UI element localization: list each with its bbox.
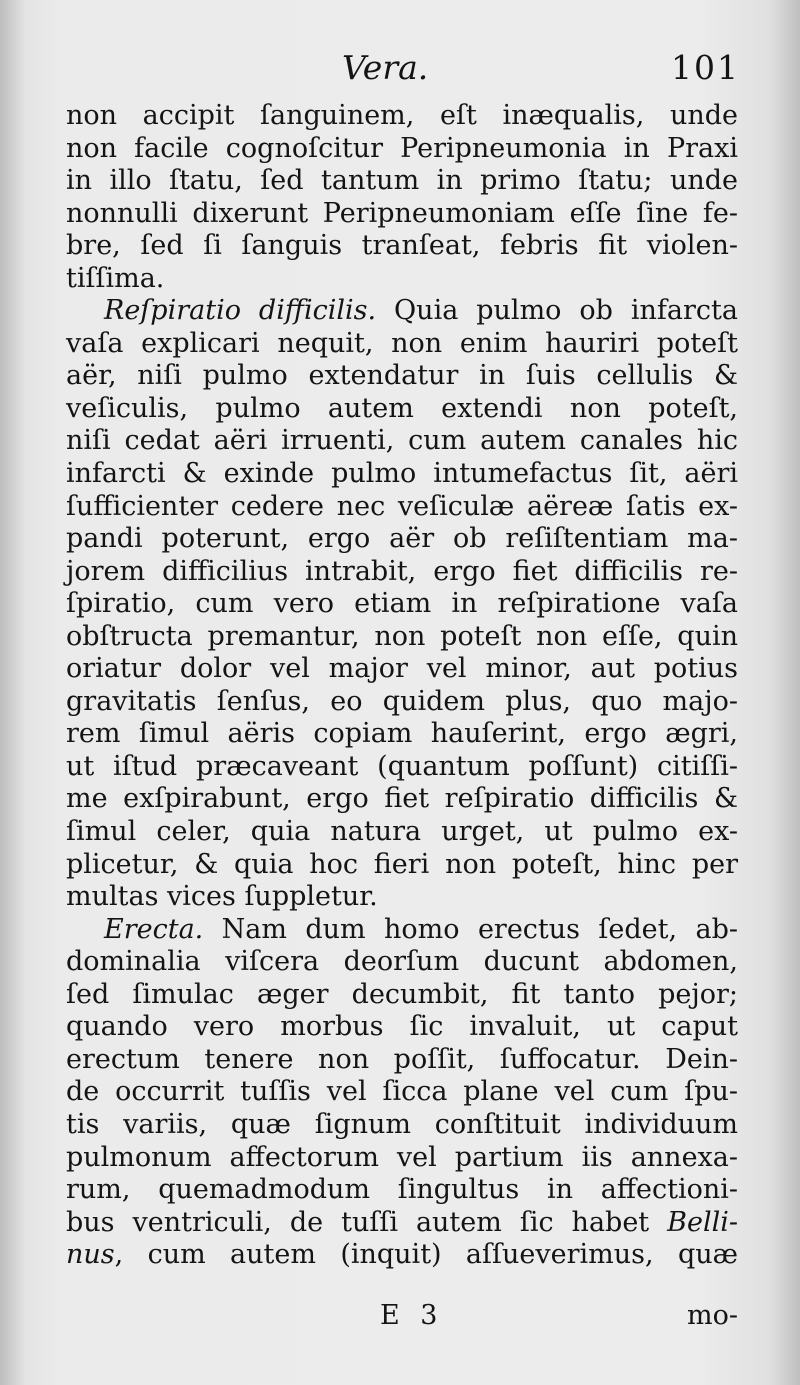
text-line: [66, 100, 738, 133]
text-segment: tiſſima.: [66, 262, 165, 294]
text-line: [66, 979, 738, 1012]
italic-text: Reſpiratio difficilis.: [104, 295, 377, 327]
text-line: [66, 588, 738, 621]
text-segment: non facile cognoſcitur Peripneumonia in Praxi: [66, 132, 738, 164]
italic-text: Erecta.: [104, 913, 204, 945]
text-line: [66, 1109, 738, 1142]
text-segment: aër, niſi pulmo extendatur in ſuis cellulis &: [66, 360, 738, 392]
catchword: mo-: [687, 1300, 738, 1331]
text-segment: , cum autem (inquit) aſſueverimus, quæ: [114, 1239, 738, 1271]
text-segment: non accipit ſanguinem, eſt inæqualis, unde: [66, 100, 738, 131]
text-line: [66, 1076, 738, 1109]
text-line: [66, 328, 738, 361]
text-line: [66, 1142, 738, 1175]
text-line: [66, 881, 738, 914]
text-line: [66, 165, 738, 198]
text-line: [66, 133, 738, 166]
text-line: [66, 849, 738, 882]
text-segment: nonnulli dixerunt Peripneumoniam eſſe ſine fe-: [66, 197, 738, 229]
text-segment: ſimul celer, quia natura urget, ut pulmo ex-: [66, 816, 738, 848]
text-line: [66, 198, 738, 231]
text-segment: ſufficienter cedere nec veſiculæ aëreæ ſatis ex-: [66, 490, 738, 522]
text-segment: veſiculis, pulmo autem extendi non poteſt,: [66, 392, 738, 424]
page-footer: [64, 1300, 738, 1340]
text-segment: me exſpirabunt, ergo fiet reſpiratio difficilis &: [66, 783, 738, 815]
text-line: [66, 295, 738, 328]
italic-text: Belli-: [667, 1206, 738, 1238]
text-segment: plicetur, & quia hoc fieri non poteſt, hinc per: [66, 848, 738, 880]
text-line: [66, 491, 738, 524]
text-line: [66, 1174, 738, 1207]
running-title: Vera.: [342, 48, 429, 87]
text-line: [66, 914, 738, 947]
text-segment: Nam dum homo erectus ſedet, ab-: [203, 913, 738, 945]
text-segment: infarcti & exinde pulmo intumefactus ſit, aëri: [66, 458, 738, 490]
text-line: [66, 946, 738, 979]
text-segment: niſi cedat aëri irruenti, cum autem canales hic: [66, 425, 738, 457]
text-line: [66, 556, 738, 589]
text-line: [66, 263, 738, 296]
page-header: [64, 48, 740, 98]
text-segment: rem ſimul aëris copiam hauſerint, ergo ægri,: [66, 718, 738, 750]
text-line: [66, 458, 738, 491]
page-number: 101: [671, 48, 740, 87]
text-line: [66, 653, 738, 686]
text-segment: ſed ſimulac æger decumbit, fit tanto pejor;: [66, 978, 738, 1010]
text-line: [66, 393, 738, 426]
text-line: [66, 1044, 738, 1077]
text-segment: obſtructa premantur, non poteſt non eſſe, quin: [66, 620, 738, 652]
text-line: [66, 425, 738, 458]
text-line: [66, 360, 738, 393]
text-segment: ut iſtud præcaveant (quantum poſſunt) citiſſi-: [66, 750, 738, 782]
text-segment: gravitatis ſenſus, eo quidem plus, quo majo-: [66, 685, 738, 717]
text-line: [66, 783, 738, 816]
text-line: [66, 523, 738, 556]
text-segment: jorem difficilius intrabit, ergo fiet difficilis re-: [66, 555, 738, 587]
text-line: [66, 686, 738, 719]
text-line: [66, 1239, 738, 1272]
text-segment: ſpiratio, cum vero etiam in reſpiratione vaſa: [66, 588, 738, 620]
text-line: [66, 751, 738, 784]
text-segment: Quia pulmo ob infarcta: [376, 295, 738, 327]
text-segment: bre, ſed ſi ſanguis tranſeat, febris fit violen-: [66, 230, 738, 262]
text-segment: quando vero morbus ſic invaluit, ut caput: [66, 1011, 738, 1043]
text-segment: in illo ſtatu, ſed tantum in primo ſtatu; unde: [66, 165, 738, 197]
text-line: [66, 1011, 738, 1044]
text-segment: de occurrit tuſſis vel ſicca plane vel cum ſpu-: [66, 1076, 738, 1108]
text-segment: rum, quemadmodum ſingultus in affectioni-: [66, 1174, 738, 1206]
text-line: [66, 718, 738, 751]
italic-text: nus: [66, 1239, 115, 1271]
text-segment: oriatur dolor vel major vel minor, aut potius: [66, 653, 738, 685]
text-segment: bus ventriculi, de tuſſi autem ſic habet: [66, 1206, 668, 1238]
text-segment: erectum tenere non poſſit, ſuffocatur. Dein-: [66, 1043, 738, 1075]
text-segment: pulmonum affectorum vel partium iis annexa-: [66, 1141, 738, 1173]
body-text: [66, 100, 738, 1272]
text-line: [66, 621, 738, 654]
text-segment: pandi poterunt, ergo aër ob reſiſtentiam ma-: [66, 523, 738, 555]
text-line: [66, 1207, 738, 1240]
text-line: [66, 816, 738, 849]
text-segment: dominalia viſcera deorſum ducunt abdomen,: [66, 946, 738, 978]
text-line: [66, 230, 738, 263]
signature-mark: E 3: [380, 1300, 444, 1331]
text-segment: vaſa explicari nequit, non enim hauriri poteſt: [66, 327, 738, 359]
text-segment: multas vices ſuppletur.: [66, 881, 378, 913]
text-segment: tis variis, quæ ſignum conſtituit individuum: [66, 1108, 738, 1140]
